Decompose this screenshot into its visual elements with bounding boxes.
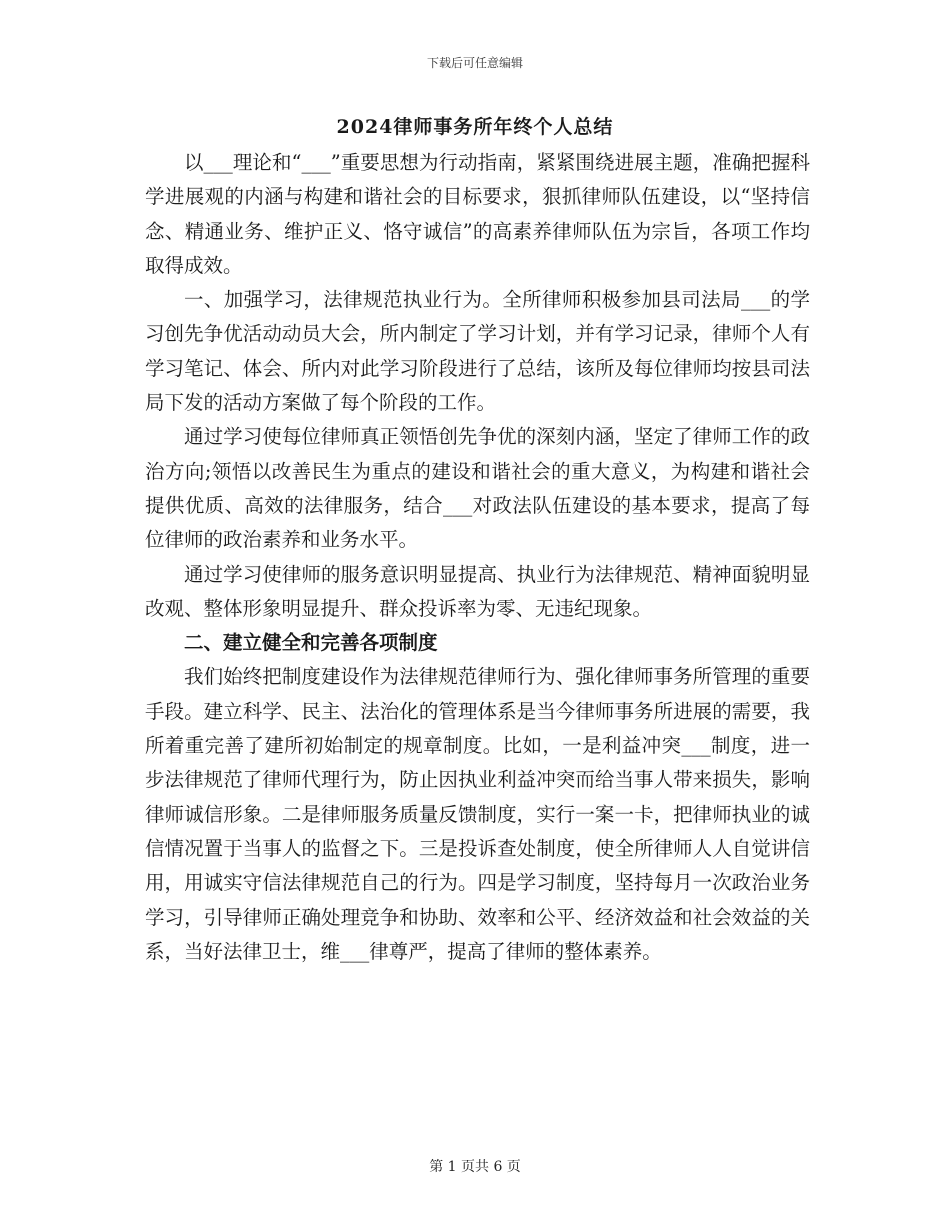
paragraph-section-one: 一、加强学习，法律规范执业行为。全所律师积极参加县司法局___的学习创先争优活动动员大会，所内制定了学习计划，并有学习记录，律师个人有学习笔记、体会、所内对此学习阶段进行了总结，该所及每位律师均按县司法局下发的活动方案做了每个阶段的工作。 [145,288,810,415]
paragraph-study-effect: 通过学习使每位律师真正领悟创先争优的深刻内涵，坚定了律师工作的政治方向;领悟以改善民生为重点的建设和谐社会的重大意义，为构建和谐社会提供优质、高效的法律服务，结合___对政法队伍建设的基本要求，提高了每位律师的政治素养和业务水平。 [145,425,810,552]
document-body [145,146,810,969]
paragraph-systems: 我们始终把制度建设作为法律规范律师行为、强化律师事务所管理的重要手段。建立科学、民主、法治化的管理体系是当今律师事务所进展的需要，我所着重完善了建所初始制定的规章制度。比如，一是利益冲突___制度，进一步法律规范了律师代理行为，防止因执业利益冲突而给当事人带来损失，影响律师诚信形象。二是律师服务质量反馈制度，实行一案一卡，把律师执业的诚信情况置于当事人的监督之下。三是投诉查处制度，使全所律师人人自觉讲信用，用诚实守信法律规范自己的行为。四是学习制度，坚持每月一次政治业务学习，引导律师正确处理竞争和协助、效率和公平、经济效益和社会效益的关系，当好法律卫士，维___律尊严，提高了律师的整体素养。 [145,665,810,963]
paragraph-intro: 以___理论和“___”重要思想为行动指南，紧紧围绕进展主题，准确把握科学进展观的内涵与构建和谐社会的目标要求，狠抓律师队伍建设，以“坚持信念、精通业务、维护正义、恪守诚信”的高素养律师队伍为宗旨，各项工作均取得成效。 [145,151,810,277]
section-heading-two: 二、建立健全和完善各项制度 [184,631,438,655]
paragraph-service-awareness: 通过学习使律师的服务意识明显提高、执业行为法律规范、精神面貌明显改观、整体形象明显提升、群众投诉率为零、无违纪现象。 [145,562,810,620]
page-footer: 第 1 页共 6 页 [429,1159,521,1175]
document-title: 2024律师事务所年终个人总结 [336,116,614,138]
header-note: 下载后可任意编辑 [426,56,523,70]
